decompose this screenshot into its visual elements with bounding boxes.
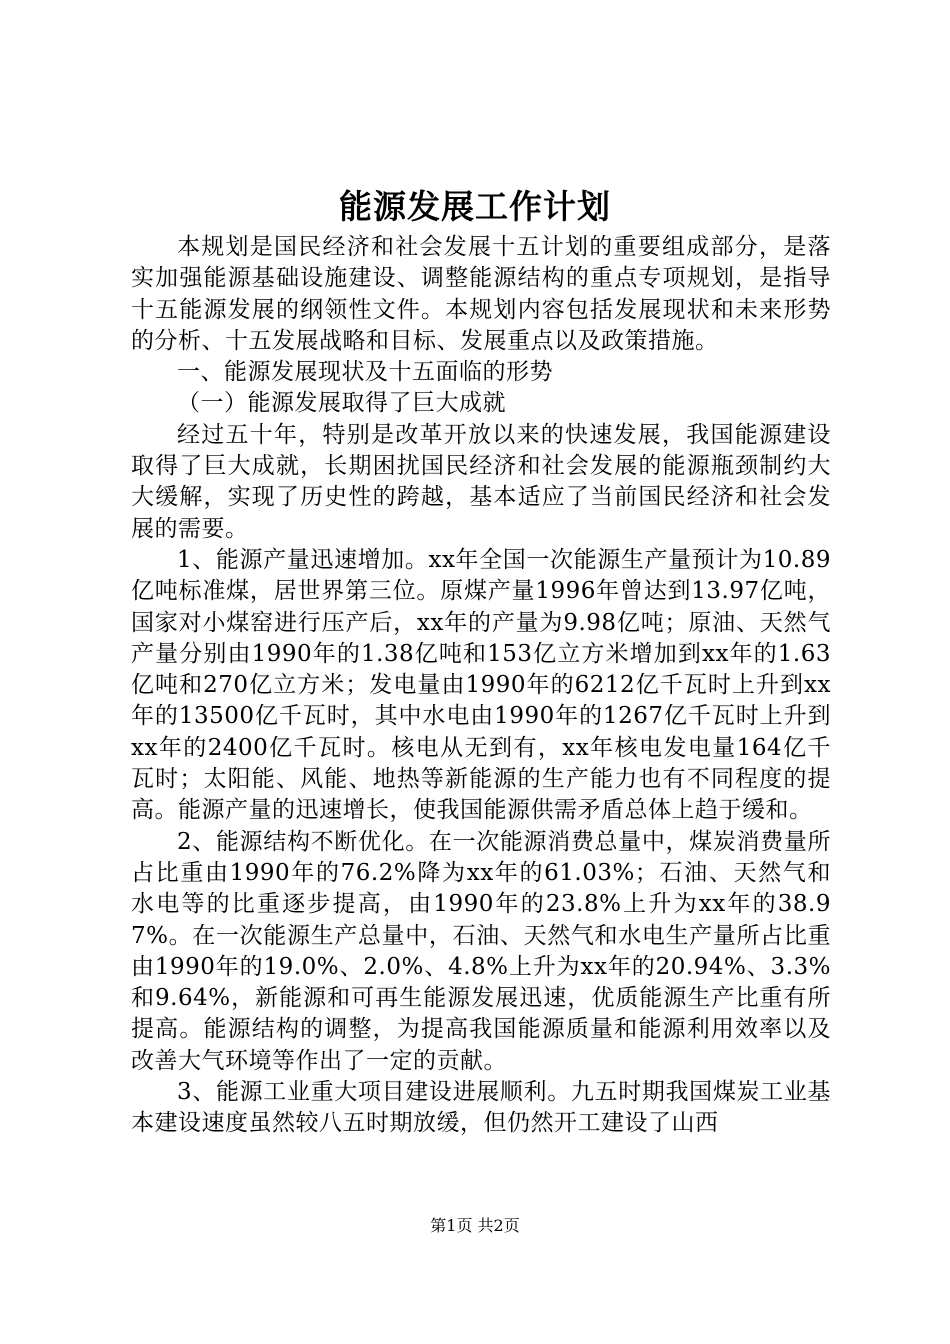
document-body bbox=[131, 232, 831, 1140]
document-title: 能源发展工作计划 bbox=[339, 187, 611, 226]
body-paragraph: 3、能源工业重大项目建设进展顺利。九五时期我国煤炭工业基本建设速度虽然较八五时期放缓，但仍然开工建设了山西 bbox=[131, 1079, 831, 1137]
body-paragraph: 2、能源结构不断优化。在一次能源消费总量中，煤炭消费量所占比重由1990年的76.2%降为xx年的61.03%；石油、天然气和水电等的比重逐步提高，由1990年的23.8%上升为xx年的38.97%。在一次能源生产总量中，石油、天然气和水电生产量所占比重由1990年的19.0%、2.0%、4.8%上升为xx年的20.94%、3.3%和9.64%，新能源和可再生能源发展迅速，优质能源生产比重有所提高。能源结构的调整，为提高我国能源质量和能源利用效率以及改善大气环境等作出了一定的贡献。 bbox=[131, 828, 831, 1074]
subsection-heading-1: （一）能源发展取得了巨大成就 bbox=[177, 390, 506, 417]
page-number-footer: 第1页 共2页 bbox=[430, 1216, 520, 1235]
intro-paragraph: 本规划是国民经济和社会发展十五计划的重要组成部分，是落实加强能源基础设施建设、调整能源结构的重点专项规划，是指导十五能源发展的纲领性文件。本规划内容包括发展现状和未来形势的分析、十五发展战略和目标、发展重点以及政策措施。 bbox=[131, 234, 831, 354]
body-paragraph: 1、能源产量迅速增加。xx年全国一次能源生产量预计为10.89亿吨标准煤，居世界第三位。原煤产量1996年曾达到13.97亿吨，国家对小煤窑进行压产后，xx年的产量为9.98亿吨；原油、天然气产量分别由1990年的1.38亿吨和153亿立方米增加到xx年的1.63亿吨和270亿立方米；发电量由1990年的6212亿千瓦时上升到xx年的13500亿千瓦时，其中水电由1990年的1267亿千瓦时上升到xx年的2400亿千瓦时。核电从无到有，xx年核电发电量164亿千瓦时；太阳能、风能、地热等新能源的生产能力也有不同程度的提高。能源产量的迅速增长，使我国能源供需矛盾总体上趋于缓和。 bbox=[131, 546, 831, 824]
body-paragraph: 经过五十年，特别是改革开放以来的快速发展，我国能源建设取得了巨大成就，长期困扰国民经济和社会发展的能源瓶颈制约大大缓解，实现了历史性的跨越，基本适应了当前国民经济和社会发展的需要。 bbox=[131, 421, 831, 542]
section-heading-1: 一、能源发展现状及十五面临的形势 bbox=[177, 359, 553, 386]
